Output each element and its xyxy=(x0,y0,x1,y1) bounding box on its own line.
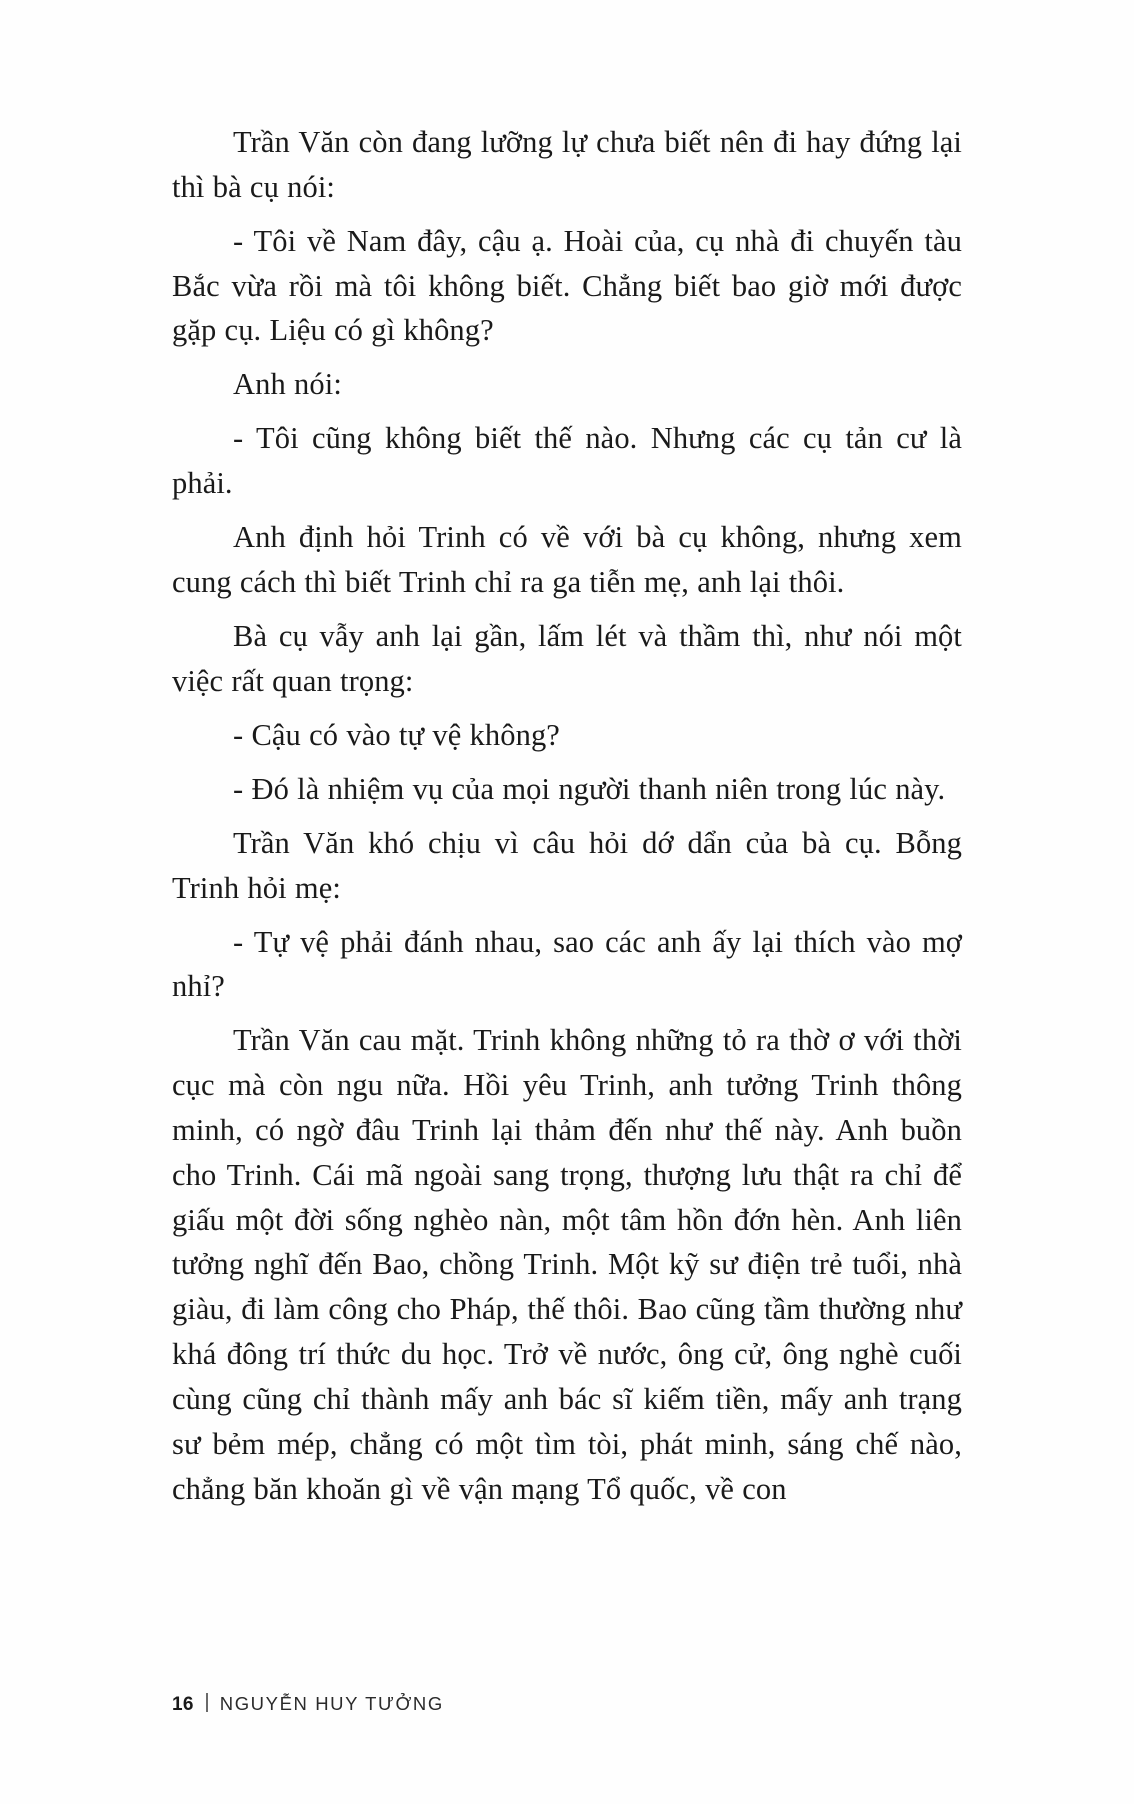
paragraph: - Cậu có vào tự vệ không? xyxy=(233,717,560,752)
paragraph: Anh nói: xyxy=(233,367,342,402)
footer-divider xyxy=(206,1693,208,1712)
paragraph: - Tôi cũng không biết thế nào. Nhưng các cụ tản cư là phải. xyxy=(172,421,962,501)
paragraph: Trần Văn còn đang lưỡng lự chưa biết nên đi hay đứng lại thì bà cụ nói: xyxy=(172,125,962,204)
page-body-text xyxy=(172,120,962,1521)
paragraph: - Đó là nhiệm vụ của mọi người thanh niên trong lúc này. xyxy=(233,771,946,806)
paragraph: Trần Văn cau mặt. Trinh không những tỏ ra thờ ơ với thời cục mà còn ngu nữa. Hồi yêu Trinh, anh tưởng Trinh thông minh, có ngờ đâu Trinh lại thảm đến như thế này. Anh buồn cho Trinh. Cái mã ngoài sang trọng, thượng lưu thật ra chỉ để giấu một đời sống nghèo nàn, một tâm hồn đớn hèn. Anh liên tưởng nghĩ đến Bao, chồng Trinh. Một kỹ sư điện trẻ tuổi, nhà giàu, đi làm công cho Pháp, thế thôi. Bao cũng tầm thường như khá đông trí thức du học. Trở về nước, ông cử, ông nghè cuối cùng cũng chỉ thành mấy anh bác sĩ kiếm tiền, mấy anh trạng sư bẻm mép, chẳng có một tìm tòi, phát minh, sáng chế nào, chẳng băn khoăn gì về vận mạng Tổ quốc, về con xyxy=(172,1023,962,1506)
paragraph: Trần Văn khó chịu vì câu hỏi dớ dẩn của bà cụ. Bỗng Trinh hỏi mẹ: xyxy=(172,825,962,905)
paragraph: Anh định hỏi Trinh có về với bà cụ không, nhưng xem cung cách thì biết Trinh chỉ ra ga tiễn mẹ, anh lại thôi. xyxy=(172,520,962,600)
paragraph: Bà cụ vẫy anh lại gần, lấm lét và thầm thì, như nói một việc rất quan trọng: xyxy=(172,618,962,698)
page-number: 16 xyxy=(172,1694,194,1715)
running-head-author: NGUYỄN HUY TƯỞNG xyxy=(219,1693,444,1714)
paragraph: - Tự vệ phải đánh nhau, sao các anh ấy lại thích vào mợ nhỉ? xyxy=(172,924,962,1004)
paragraph: - Tôi về Nam đây, cậu ạ. Hoài của, cụ nhà đi chuyến tàu Bắc vừa rồi mà tôi không biết. Chẳng biết bao giờ mới được gặp cụ. Liệu có gì không? xyxy=(172,223,962,348)
page-footer xyxy=(172,1691,444,1716)
